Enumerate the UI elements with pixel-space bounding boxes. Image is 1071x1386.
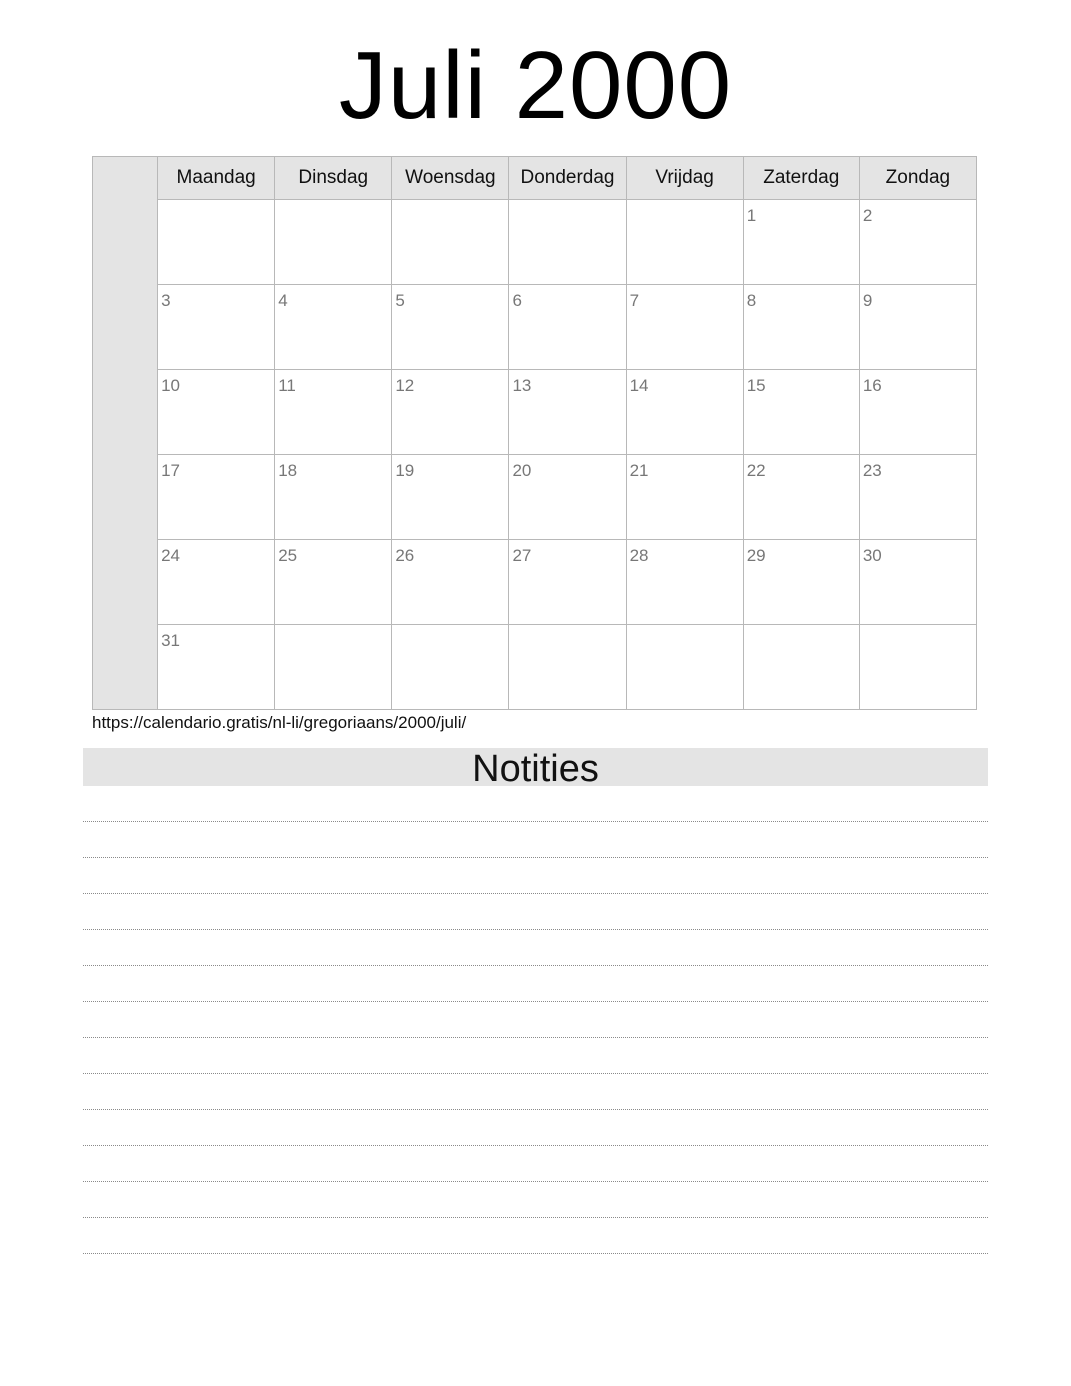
page-title: Juli 2000 xyxy=(338,32,733,139)
week-row xyxy=(93,200,977,285)
day-cell xyxy=(509,200,626,285)
day-number xyxy=(627,625,743,631)
day-number: 12 xyxy=(395,376,415,395)
notes-line xyxy=(83,894,988,930)
day-number: 31 xyxy=(161,631,180,650)
notes-line xyxy=(83,966,988,1002)
day-cell xyxy=(743,285,859,370)
day-cell xyxy=(743,455,859,540)
day-number: 30 xyxy=(862,546,882,565)
day-number: 22 xyxy=(746,461,766,480)
week-row xyxy=(93,455,977,540)
weekday-header: Zondag xyxy=(859,157,976,200)
weekday-header: Vrijdag xyxy=(626,157,743,200)
notes-line xyxy=(83,1002,988,1038)
day-number: 28 xyxy=(629,546,649,565)
weekday-header: Woensdag xyxy=(392,157,509,200)
day-cell xyxy=(158,370,275,455)
day-cell xyxy=(392,200,509,285)
day-cell xyxy=(859,455,976,540)
week-number-header xyxy=(93,157,158,200)
day-cell xyxy=(158,625,275,710)
day-number: 29 xyxy=(746,546,766,565)
day-number: 9 xyxy=(862,291,873,310)
day-number: 1 xyxy=(746,206,757,225)
day-cell xyxy=(392,370,509,455)
notes-line xyxy=(83,786,988,822)
notes-line xyxy=(83,1110,988,1146)
source-url: https://calendario.gratis/nl-li/gregoriaans/2000/juli/ xyxy=(92,713,467,732)
day-cell xyxy=(859,370,976,455)
day-number: 17 xyxy=(161,461,180,480)
weekday-header: Zaterdag xyxy=(743,157,859,200)
day-number xyxy=(744,625,859,631)
notes-line xyxy=(83,1218,988,1254)
day-cell xyxy=(158,285,275,370)
day-cell xyxy=(275,540,392,625)
notes-lines xyxy=(83,786,988,1254)
day-number xyxy=(860,625,976,631)
notes-heading: Notities xyxy=(83,748,988,786)
week-row xyxy=(93,285,977,370)
day-cell xyxy=(509,455,626,540)
day-cell xyxy=(626,625,743,710)
day-number xyxy=(509,625,625,631)
day-cell xyxy=(392,625,509,710)
day-number: 26 xyxy=(395,546,415,565)
day-cell xyxy=(859,625,976,710)
day-number xyxy=(275,625,391,631)
day-number: 14 xyxy=(629,376,649,395)
day-number: 25 xyxy=(278,546,298,565)
day-number: 27 xyxy=(512,546,532,565)
day-number: 13 xyxy=(512,376,532,395)
day-number: 2 xyxy=(862,206,873,225)
day-cell xyxy=(509,625,626,710)
day-cell xyxy=(158,540,275,625)
day-number: 3 xyxy=(161,291,171,310)
day-number: 21 xyxy=(629,461,649,480)
day-number: 24 xyxy=(161,546,180,565)
day-number: 20 xyxy=(512,461,532,480)
day-number: 18 xyxy=(278,461,298,480)
day-cell xyxy=(275,200,392,285)
day-number: 16 xyxy=(862,376,882,395)
day-number: 7 xyxy=(629,291,640,310)
weekday-header-row xyxy=(93,157,977,200)
weekday-header: Maandag xyxy=(158,157,275,200)
day-number: 5 xyxy=(395,291,405,310)
day-cell xyxy=(275,625,392,710)
day-cell xyxy=(859,540,976,625)
notes-line xyxy=(83,1146,988,1182)
day-cell xyxy=(275,455,392,540)
day-cell xyxy=(392,455,509,540)
day-cell xyxy=(275,285,392,370)
day-number xyxy=(392,625,508,631)
day-number: 15 xyxy=(746,376,766,395)
day-number xyxy=(275,200,391,206)
day-cell xyxy=(158,455,275,540)
day-cell xyxy=(626,370,743,455)
day-number: 23 xyxy=(862,461,882,480)
day-cell xyxy=(509,370,626,455)
weekday-header: Donderdag xyxy=(509,157,626,200)
day-cell xyxy=(509,285,626,370)
day-number xyxy=(392,200,508,206)
day-number: 6 xyxy=(512,291,522,310)
day-number: 10 xyxy=(161,376,180,395)
notes-line xyxy=(83,1038,988,1074)
day-cell xyxy=(859,200,976,285)
notes-line xyxy=(83,1182,988,1218)
day-cell xyxy=(626,455,743,540)
weekday-header: Dinsdag xyxy=(275,157,392,200)
notes-line xyxy=(83,930,988,966)
day-cell xyxy=(626,200,743,285)
day-cell xyxy=(743,540,859,625)
day-cell xyxy=(859,285,976,370)
day-number xyxy=(158,200,274,206)
calendar-grid xyxy=(92,156,977,710)
day-number: 4 xyxy=(278,291,288,310)
day-number xyxy=(627,200,743,206)
day-cell xyxy=(743,625,859,710)
notes-line xyxy=(83,822,988,858)
day-number: 8 xyxy=(746,291,757,310)
day-number: 19 xyxy=(395,461,415,480)
day-cell xyxy=(158,200,275,285)
notes-line xyxy=(83,1074,988,1110)
day-number xyxy=(509,200,625,206)
week-row xyxy=(93,625,977,710)
week-row xyxy=(93,370,977,455)
day-cell xyxy=(509,540,626,625)
day-cell xyxy=(626,540,743,625)
day-cell xyxy=(743,200,859,285)
day-number: 11 xyxy=(278,376,296,395)
week-number-column xyxy=(93,200,158,710)
day-cell xyxy=(743,370,859,455)
day-cell xyxy=(392,540,509,625)
day-cell xyxy=(275,370,392,455)
week-row xyxy=(93,540,977,625)
day-cell xyxy=(626,285,743,370)
notes-line xyxy=(83,858,988,894)
day-cell xyxy=(392,285,509,370)
